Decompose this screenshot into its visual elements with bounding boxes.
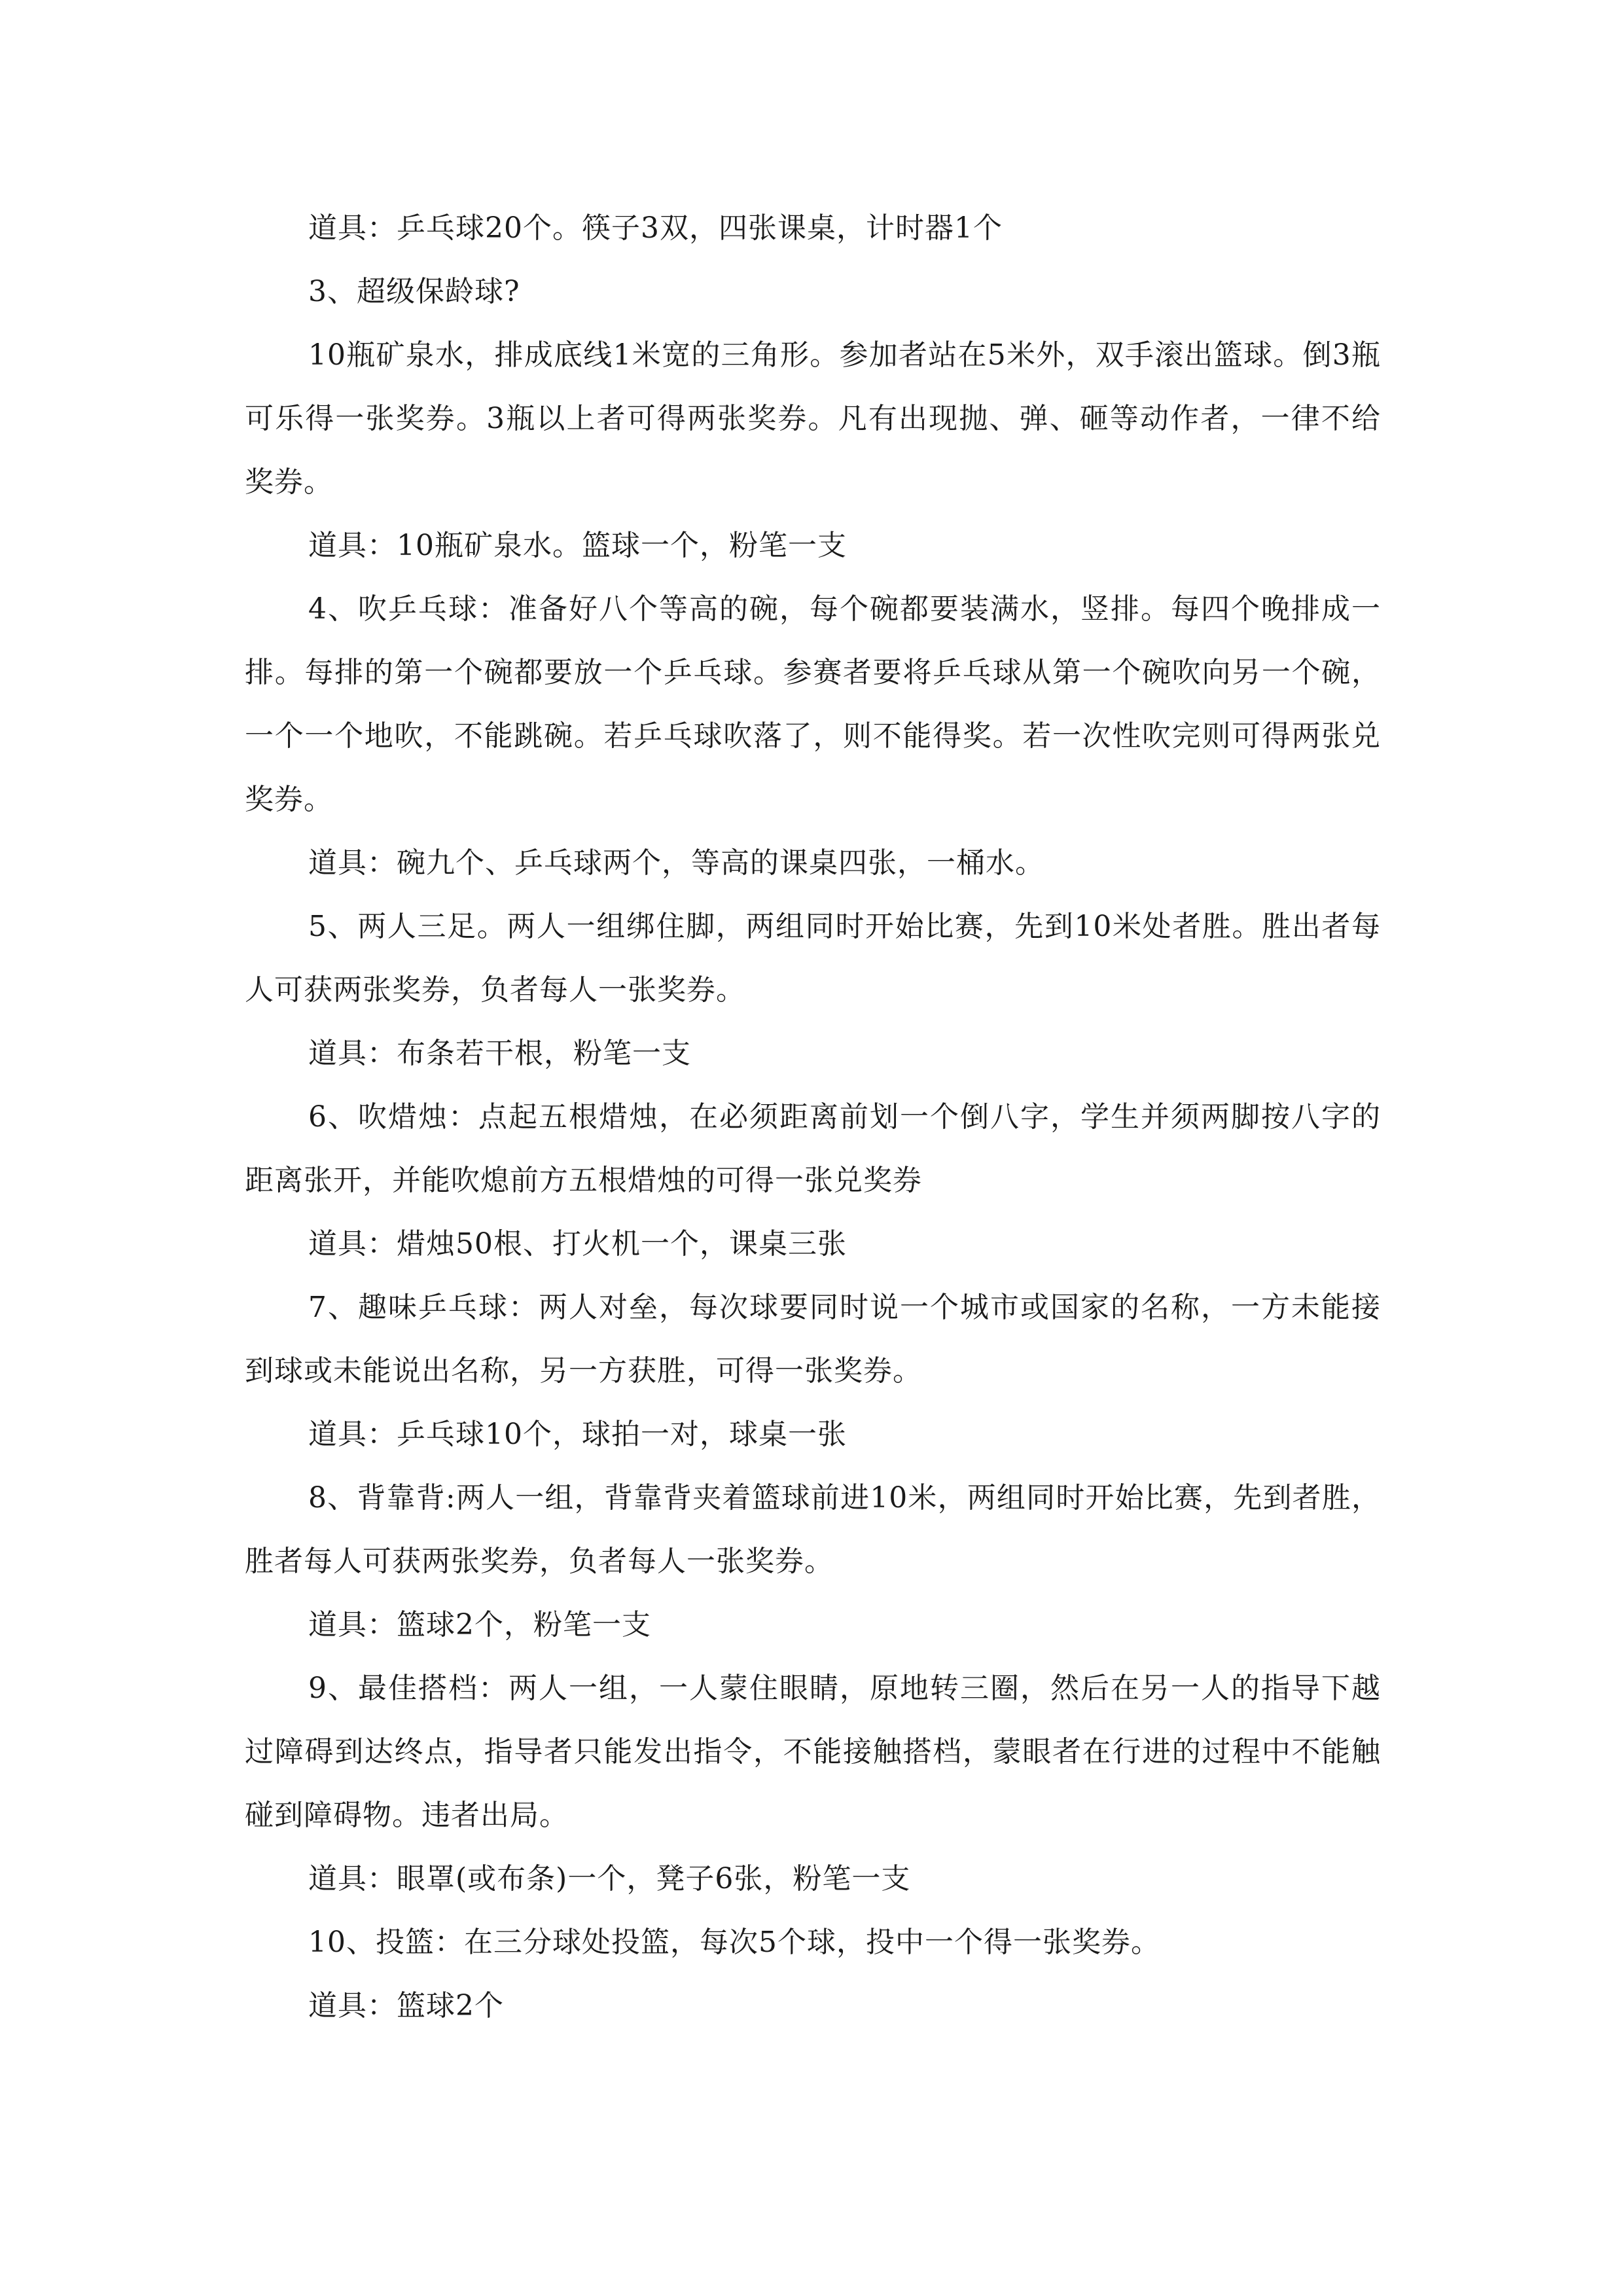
props-line-three-legged: 道具：布条若干根，粉笔一支 [308, 1037, 691, 1070]
game-description-blow-ping-pong: 4、吹乒乓球：准备好八个等高的碗，每个碗都要装满水，竖排。每四个晚排成一排。每排的第一个碗都要放一个乒乓球。参赛者要将乒乓球从第一个碗吹向另一个碗，一个一个地吹，不能跳碗。若乒乓球吹落了，则不能得奖。若一次性吹完则可得两张兑奖券。 [245, 592, 1381, 816]
props-line-blow-ping-pong: 道具：碗九个、乒乓球两个，等高的课桌四张，一桶水。 [308, 846, 1044, 880]
props-line-table-tennis: 道具：乒乓球20个。筷子3双，四张课桌，计时器1个 [308, 211, 1003, 245]
game-description-fun-ping-pong: 7、趣味乒乓球：两人对垒，每次球要同时说一个城市或国家的名称，一方未能接到球或未能说出名称，另一方获胜，可得一张奖券。 [245, 1291, 1381, 1388]
game-description-shooting: 10、投篮：在三分球处投篮，每次5个球，投中一个得一张奖券。 [308, 1926, 1160, 1959]
props-line-back-to-back: 道具：篮球2个，粉笔一支 [308, 1608, 651, 1641]
game-description-three-legged: 5、两人三足。两人一组绑住脚，两组同时开始比赛，先到10米处者胜。胜出者每人可获两张奖券，负者每人一张奖券。 [245, 910, 1381, 1007]
props-line-best-partner: 道具：眼罩(或布条)一个，凳子6张，粉笔一支 [308, 1862, 911, 1895]
document-body [245, 196, 1381, 2037]
props-line-shooting: 道具：篮球2个 [308, 1989, 504, 2022]
props-line-bowling: 道具：10瓶矿泉水。篮球一个，粉笔一支 [308, 529, 847, 562]
game-heading-bowling: 3、超级保龄球? [308, 275, 520, 308]
props-line-blow-candles: 道具：焟烛50根、打火机一个，课桌三张 [308, 1227, 847, 1261]
game-description-back-to-back: 8、背靠背:两人一组，背靠背夹着篮球前进10米，两组同时开始比赛，先到者胜，胜者每人可获两张奖券，负者每人一张奖券。 [245, 1481, 1381, 1578]
props-line-fun-ping-pong: 道具：乒乓球10个，球拍一对，球桌一张 [308, 1418, 847, 1451]
game-description-blow-candles: 6、吹焟烛：点起五根焟烛，在必须距离前划一个倒八字，学生并须两脚按八字的距离张开，并能吹熄前方五根焟烛的可得一张兑奖券 [245, 1100, 1381, 1197]
game-description-best-partner: 9、最佳搭档：两人一组，一人蒙住眼睛，原地转三圈，然后在另一人的指导下越过障碍到达终点，指导者只能发出指令，不能接触搭档，蒙眼者在行进的过程中不能触碰到障碍物。违者出局。 [245, 1672, 1381, 1832]
game-description-bowling: 10瓶矿泉水，排成底线1米宽的三角形。参加者站在5米外，双手滚出篮球。倒3瓶可乐得一张奖券。3瓶以上者可得两张奖券。凡有出现抛、弹、砸等动作者，一律不给奖券。 [245, 338, 1381, 499]
